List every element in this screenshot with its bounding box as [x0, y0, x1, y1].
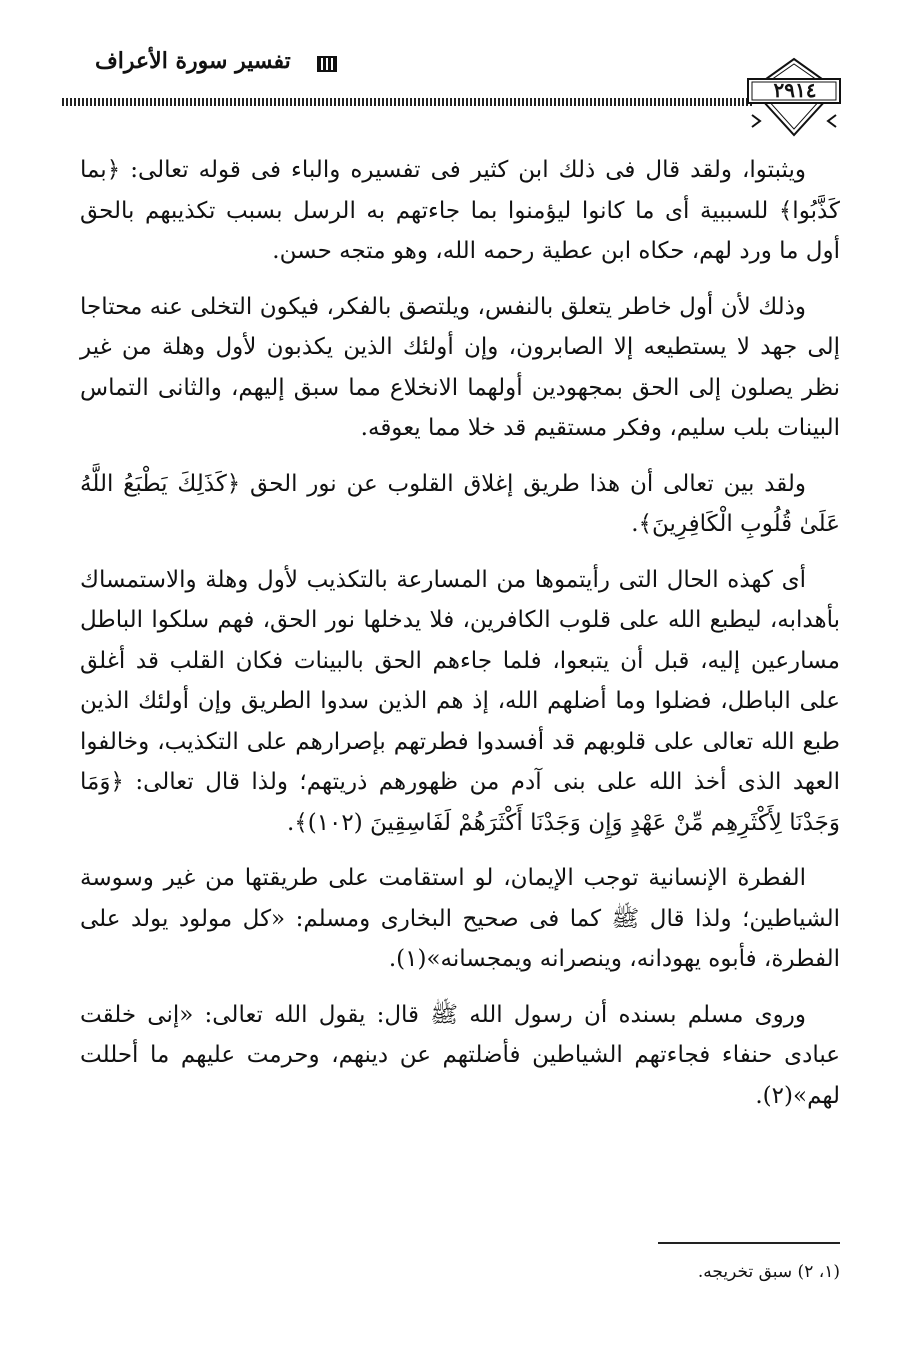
page-number: ٢٩١٤ [773, 78, 817, 102]
paragraph-1: ويثبتوا، ولقد قال فى ذلك ابن كثير فى تفسيره والباء فى قوله تعالى: ﴿بما كَذَّبُوا﴾ للسببية أى ما كانوا ليؤمنوا بما جاءتهم به الرسل بسبب تكذيبهم بالحق أول ما ورد لهم، حكاه ابن عطية رحمه الله، وهو متجه حسن. [80, 157, 840, 264]
paragraph-3: ولقد بين تعالى أن هذا طريق إغلاق القلوب عن نور الحق ﴿كَذَلِكَ يَطْبَعُ اللَّهُ عَلَىٰ قُلُوبِ الْكَافِرِينَ﴾. [80, 470, 840, 537]
paragraph-6: وروى مسلم بسنده أن رسول الله ﷺ قال: يقول الله تعالى: «إنى خلقت عبادى حنفاء فجاءتهم الشياطين فأضلتهم عن دينهم، وحرمت عليهم ما أحللت لهم»(٢). [80, 1001, 840, 1109]
paragraph-5: الفطرة الإنسانية توجب الإيمان، لو استقامت على طريقتها من غير وسوسة الشياطين؛ ولذا قال ﷺ كما فى صحيح البخارى ومسلم: «كل مولود يولد على الفطرة، فأبوه يهودانه، وينصرانه ويمجسانه»(١). [80, 865, 840, 972]
header-ornament-icon [316, 55, 338, 73]
header-rule [62, 98, 752, 106]
paragraph-2: وذلك لأن أول خاطر يتعلق بالنفس، ويلتصق بالفكر، فيكون التخلى عنه محتاجا إلى جهد لا يستطيعه إلا الصابرون، وإن أولئك الذين يكذبون لأول وهلة من غير نظر يصلون إلى الحق بمجهودين أولهما الانخلاع مما سبق إليهم، والثانى التماس البينات بلب سليم، وفكر مستقيم قد خلا مما يعوقه. [80, 293, 840, 441]
footnote-rule [658, 1242, 840, 1244]
running-header-title: تفسير سورة الأعراف [95, 48, 291, 74]
paragraph-4: أى كهذه الحال التى رأيتموها من المسارعة بالتكذيب لأول وهلة والاستمساك بأهدابه، ليطبع الله على قلوب الكافرين، فلا يدخلها نور الحق، فهم سلكوا الباطل مسارعين إليه، قبل أن يتبعوا، فلما جاءهم الحق بالبينات فكان القلب قد أغلق على الباطل، فضلوا وما أضلهم الله، إذ هم الذين سدوا الطريق وإن أولئك الذين طبع الله تعالى على قلوبهم قد أفسدوا فطرتهم بإصرارهم على التكذيب، وخالفوا العهد الذى أخذ الله على بنى آدم من ظهورهم ذريتهم؛ ولذا قال تعالى: ﴿وَمَا وَجَدْنَا لِأَكْثَرِهِم مِّنْ عَهْدٍ وَإِن وَجَدْنَا أَكْثَرَهُمْ لَفَاسِقِينَ (١٠٢)﴾. [80, 566, 840, 836]
footnote: (١، ٢) سبق تخريجه. [697, 1262, 840, 1282]
body-text [80, 150, 840, 1131]
